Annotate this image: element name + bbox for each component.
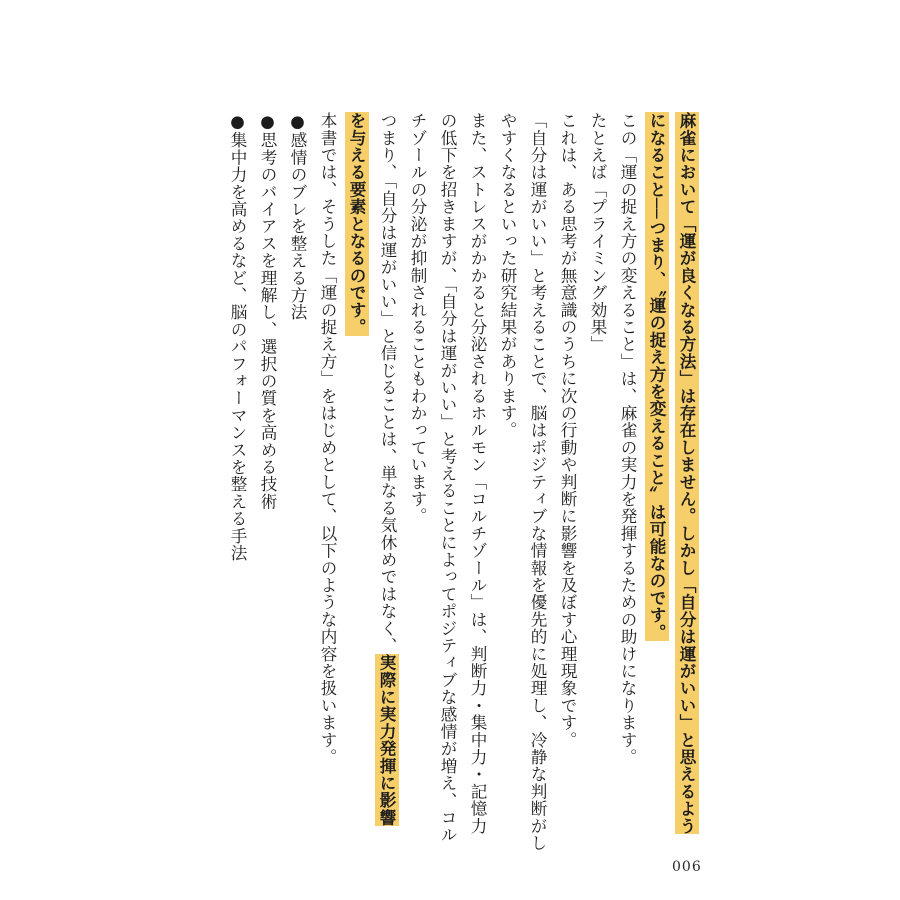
text-column-7 [492,112,522,832]
bullet-item-1 [282,112,312,832]
highlighted-phrase: 実際に実力発揮に影響 [377,654,397,827]
highlighted-sentence: になること──つまり、〝運の捉え方を変えること〟は可能なのです。 [647,112,667,641]
text-column-2 [642,112,672,832]
bullet-item-2 [252,112,282,832]
bullet-text: ●思考のバイアスを理解し、選択の質を高める技術 [258,112,277,510]
paragraph-text: たとえば「プライミング効果」 [588,112,607,353]
paragraph-text: チゾールの分泌が抑制されることもわかっています。 [408,112,427,525]
paragraph-text: 本書では、そうした「運の捉え方」をはじめとして、以下のような内容を扱います。 [318,112,337,766]
paragraph-text: つまり、「自分は運がいい」と信じることは、単なる気休めではなく、 [378,112,397,655]
text-column-4 [582,112,612,832]
text-column-12 [342,112,372,832]
text-column-9 [432,112,462,844]
paragraph-text: やすくなるといった研究結果があります。 [498,112,517,439]
text-column-6 [522,112,552,852]
highlighted-sentence: を与える要素となるのです。 [347,112,367,336]
paragraph-text: 「自分は運がいい」と考えることで、脳はポジティブな情報を優先的に処理し、冷静な判断がし [528,112,547,852]
text-column-3 [612,112,642,832]
text-column-11 [372,112,402,832]
page-number: 006 [672,859,702,875]
highlighted-sentence: 麻雀において「運が良くなる方法」は存在しません。しかし「自分は運がいい」と思えるよう [677,112,697,835]
paragraph-text: この「運の捉え方の変えること」は、麻雀の実力を発揮するための助けになります。 [618,112,637,766]
text-column-8 [462,112,492,835]
text-column-10 [402,112,432,832]
bullet-text: ●感情のブレを整える方法 [288,112,307,321]
paragraph-text: これは、ある思考が無意識のうちに次の行動や判断に影響を及ぼす心理現象です。 [558,112,577,749]
text-column-5 [552,112,582,832]
paragraph-text: また、ストレスがかかると分泌されるホルモン「コルチゾール」は、判断力・集中力・記憶力 [468,112,487,835]
text-column-13 [312,112,342,832]
text-column-1 [672,112,702,835]
bullet-item-3 [222,112,252,832]
paragraph-text: の低下を招きますが、「自分は運がいい」と考えることによってポジティブな感情が増え、コル [438,112,457,844]
bullet-text: ●集中力を高めるなど、脳のパフォーマンスを整える手法 [228,112,247,562]
